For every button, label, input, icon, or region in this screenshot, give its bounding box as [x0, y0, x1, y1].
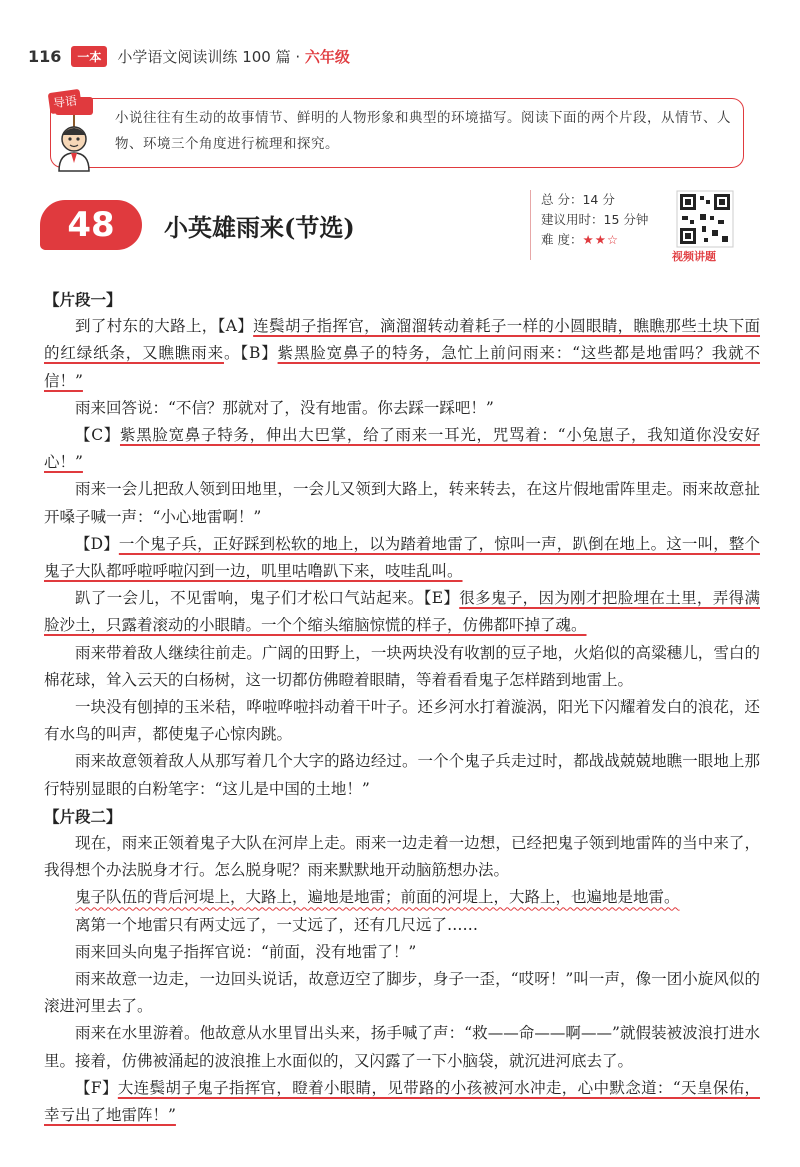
guide-tag: 导语	[48, 89, 83, 114]
guide-box	[50, 93, 744, 168]
difficulty: 难 度：★★☆	[541, 232, 620, 247]
video-explanation-label[interactable]: 视频讲题	[672, 250, 716, 263]
series-title: 小学语文阅读训练 100 篇 · 六年级	[117, 47, 350, 66]
paragraph: 雨来一会儿把敌人领到田地里，一会儿又领到大路上，转来转去，在这片假地雷阵里走。雨来故意扯开嗓子喊一声：“小心地雷啊！”	[44, 480, 760, 526]
paragraph: 【C】紫黑脸宽鼻子特务，伸出大巴掌，给了雨来一耳光，咒骂着：“小兔崽子，我知道你没安好心！”	[44, 426, 760, 472]
lesson-title: 小英雄雨来(节选)	[164, 213, 355, 242]
paragraph: 雨来在水里游着。他故意从水里冒出头来，扬手喊了声：“救——命——啊——”就假装被波浪打进水里。接着，仿佛被涌起的波浪推上水面似的，又闪露了一下小脑袋，就沉进河底去了。	[44, 1024, 760, 1070]
paragraph: 雨来故意一边走，一边回头说话，故意迈空了脚步，身子一歪，“哎呀！”叫一声，像一团小旋风似的滚进河里去了。	[44, 970, 760, 1016]
paragraph: 【F】大连鬓胡子鬼子指挥官，瞪着小眼睛，见带路的小孩被河水冲走，心中默念道：“天皇保佑，幸亏出了地雷阵！”	[44, 1078, 760, 1125]
paragraph: 【D】一个鬼子兵，正好踩到松软的地上，以为踏着地雷了，惊叫一声，趴倒在地上。这一叫，整个鬼子大队都呼啦呼啦闪到一边，叽里咕噜趴下来，吱哇乱叫。	[44, 534, 760, 581]
section-label: 【片段二】	[44, 806, 122, 826]
paragraph: 趴了一会儿，不见雷响，鬼子们才松口气站起来。【E】很多鬼子，因为刚才把脸埋在土里，弄得满脸沙土，只露着滚动的小眼睛。一个个缩头缩脑惊慌的样子，仿佛都吓掉了魂。	[44, 589, 760, 635]
teacher-illustration-icon	[49, 91, 107, 175]
brand-logo: 一本	[71, 46, 107, 67]
page-header	[28, 40, 772, 72]
guide-text: 小说往往有生动的故事情节、鲜明的人物形象和典型的环境描写。阅读下面的两个片段，从情节、人物、环境三个角度进行梳理和探究。	[115, 110, 731, 152]
lesson-number: 48	[40, 200, 142, 250]
qr-code-icon[interactable]	[676, 190, 736, 248]
paragraph: 现在，雨来正领着鬼子大队在河岸上走。雨来一边走着一边想，已经把鬼子领到地雷阵的当中来了，我得想个办法脱身才行。怎么脱身呢？雨来默默地开动脑筋想办法。	[44, 834, 760, 880]
passage	[44, 286, 760, 1129]
page-number: 116	[28, 46, 62, 66]
paragraph: 雨来故意领着敌人从那写着几个大字的路边经过。一个个鬼子兵走过时，都战战兢兢地瞧一眼地上那行特别显眼的白粉笔字：“这儿是中国的土地！”	[44, 752, 760, 798]
paragraph: 一块没有刨掉的玉米秸，哗啦哗啦抖动着干叶子。还乡河水打着漩涡，阳光下闪耀着发白的浪花，还有水鸟的叫声，都使鬼子心惊肉跳。	[44, 698, 760, 744]
lesson-header	[40, 190, 760, 265]
total-score: 总 分：14 分	[541, 192, 615, 207]
paragraph: 雨来回答说：“不信？那就对了，没有地雷。你去踩一踩吧！”	[75, 398, 494, 417]
lesson-meta	[530, 190, 691, 260]
paragraph: 离第一个地雷只有两丈远了，一丈远了，还有几尺远了……	[75, 915, 479, 934]
suggested-time: 建议用时：15 分钟	[541, 212, 649, 227]
paragraph: 雨来带着敌人继续往前走。广阔的田野上，一块两块没有收割的豆子地，火焰似的高粱穗儿，雪白的棉花球，耸入云天的白杨树，这一切都仿佛瞪着眼睛，等着看看鬼子怎样踏到地雷上。	[44, 643, 760, 689]
difficulty-stars-icon: ★★☆	[582, 232, 620, 247]
paragraph: 到了村东的大路上，【A】连鬓胡子指挥官，滴溜溜转动着耗子一样的小圆眼睛，瞧瞧那些土块下面的红绿纸条，又瞧瞧雨来。【B】紫黑脸宽鼻子的特务，急忙上前问雨来：“这些都是地雷吗？我就不信！”	[44, 317, 760, 390]
section-label: 【片段一】	[44, 290, 122, 309]
paragraph: 鬼子队伍的背后河堤上，大路上，遍地是地雷；前面的河堤上，大路上，也遍地是地雷。	[75, 888, 680, 907]
paragraph: 雨来回头向鬼子指挥官说：“前面，没有地雷了！”	[75, 942, 417, 961]
grade-label: 六年级	[304, 47, 350, 66]
